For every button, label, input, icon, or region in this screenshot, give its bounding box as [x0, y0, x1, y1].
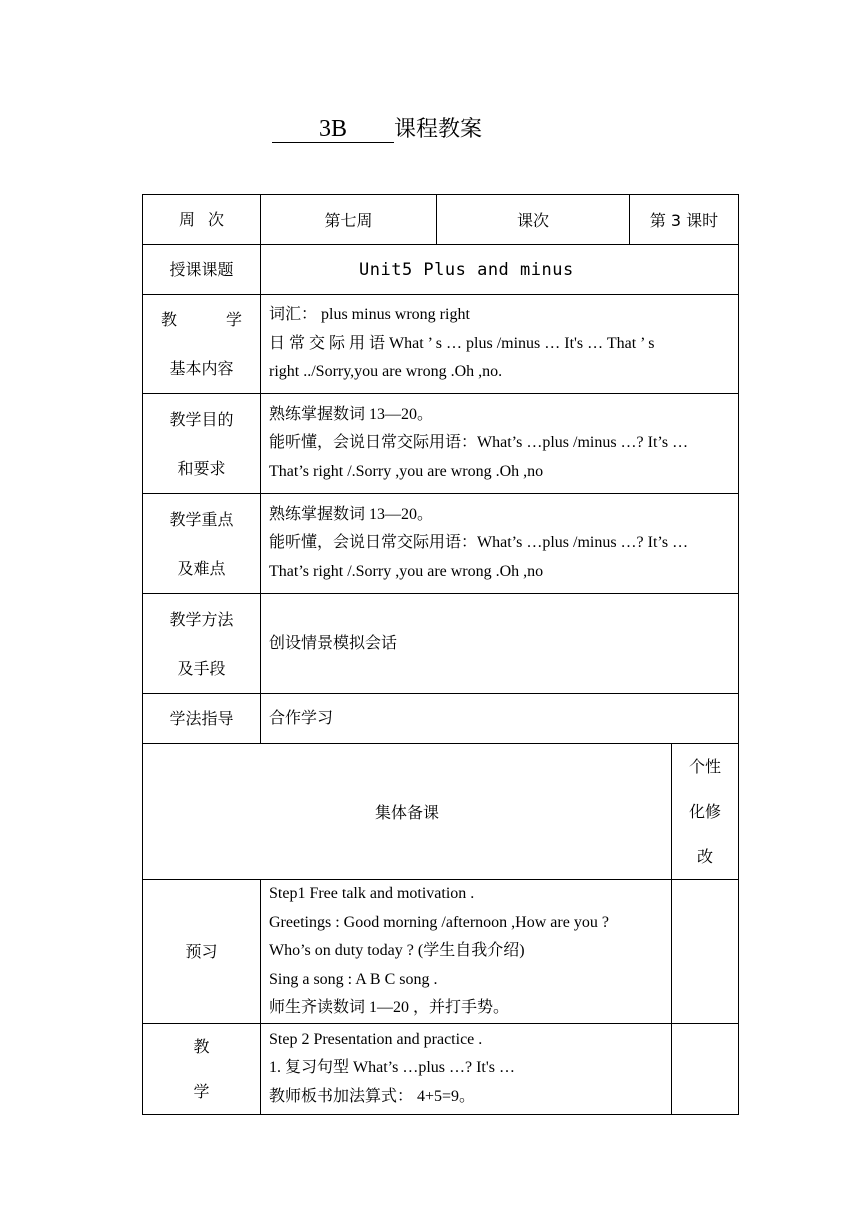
goals-row — [143, 394, 739, 494]
preview-row — [143, 880, 739, 1024]
preview-line: Step1 Free talk and motivation . — [269, 885, 475, 902]
personal-label-line: 改 — [697, 847, 714, 866]
personal-label-line: 化修 — [689, 802, 722, 821]
topic-cell — [261, 245, 739, 295]
topic-row — [143, 245, 739, 295]
goals-line: 熟练掌握数词 13—20。 — [269, 405, 434, 423]
preview-line: Sing a song : A B C song . — [269, 970, 438, 988]
focus-line: 能听懂，会说日常交际用语：What’s …plus /minus …? It’s … — [269, 534, 689, 552]
collective-row — [143, 744, 739, 880]
method-row — [143, 594, 739, 694]
focus-label-line2: 及难点 — [177, 558, 226, 578]
teach-line: Step 2 Presentation and practice . — [269, 1030, 483, 1048]
focus-cell — [261, 494, 739, 594]
teach-label-line: 学 — [193, 1081, 210, 1101]
week-value: 第七周 — [261, 195, 437, 245]
lesson-label: 课次 — [437, 195, 630, 245]
teach-cell — [261, 1023, 672, 1114]
teach-line: 1. 复习句型 What’s …plus …? It's … — [269, 1059, 515, 1077]
preview-line: Who’s on duty today ? (学生自我介绍) — [269, 942, 525, 959]
content-line: 词汇： plus minus wrong right — [269, 306, 470, 324]
personal-label-cell — [672, 744, 739, 880]
title-text: 课程教案 — [394, 117, 483, 142]
method-label-line1: 教学方法 — [169, 609, 234, 629]
focus-row — [143, 494, 739, 594]
teach-row — [143, 1023, 739, 1114]
teach-label-cell — [143, 1023, 261, 1114]
lesson-value: 第 3 课时 — [630, 195, 739, 245]
guide-row — [143, 694, 739, 744]
goals-label-line2: 和要求 — [177, 458, 226, 478]
grade-label: 3B — [272, 116, 394, 143]
topic-label: 授课课题 — [143, 245, 261, 295]
week-label-cell — [143, 195, 261, 245]
method-label-line2: 及手段 — [177, 658, 226, 678]
collective-label: 集体备课 — [143, 744, 672, 880]
focus-label-cell — [143, 494, 261, 594]
preview-line: Greetings : Good morning /afternoon ,How are you ? — [269, 913, 609, 931]
preview-label: 预习 — [143, 880, 261, 1024]
goals-label-cell — [143, 394, 261, 494]
week-row — [143, 195, 739, 245]
focus-line: That’s right /.Sorry ,you are wrong .Oh ,no — [269, 562, 544, 580]
content-label-char1: 教 — [161, 310, 178, 329]
content-cell — [261, 295, 739, 394]
method-value: 创设情景模拟会话 — [261, 594, 739, 694]
preview-line: 师生齐读数词 1—20 ，并打手势。 — [269, 999, 510, 1016]
personal-label-line: 个性 — [689, 757, 722, 776]
goals-line: 能听懂，会说日常交际用语：What’s …plus /minus …? It’s … — [269, 434, 689, 452]
content-label-char2: 学 — [225, 310, 242, 329]
content-row — [143, 295, 739, 394]
teach-personal-cell — [672, 1023, 739, 1114]
content-label-cell — [143, 295, 261, 394]
content-label-line2: 基本内容 — [169, 359, 234, 378]
teach-label-line: 教 — [193, 1036, 210, 1056]
guide-value: 合作学习 — [261, 694, 739, 744]
goals-label-line1: 教学目的 — [169, 409, 234, 429]
week-label-char1: 周 — [179, 210, 196, 229]
week-label-char2: 次 — [207, 210, 224, 229]
focus-label-line1: 教学重点 — [169, 509, 234, 529]
topic-value: Unit5 Plus and minus — [359, 259, 574, 280]
goals-line: That’s right /.Sorry ,you are wrong .Oh ,no — [269, 462, 544, 480]
preview-cell — [261, 880, 672, 1024]
preview-personal-cell — [672, 880, 739, 1024]
content-line: 日 常 交 际 用 语 What ’ s … plus /minus … It's … That ’ s — [269, 334, 655, 352]
method-label-cell — [143, 594, 261, 694]
guide-label: 学法指导 — [143, 694, 261, 744]
focus-line: 熟练掌握数词 13—20。 — [269, 505, 434, 523]
teach-line: 教师板书加法算式： 4+5=9。 — [269, 1087, 476, 1105]
lesson-plan-table — [142, 194, 739, 1115]
document-title — [272, 112, 482, 143]
goals-cell — [261, 394, 739, 494]
content-line: right ../Sorry,you are wrong .Oh ,no. — [269, 363, 503, 381]
